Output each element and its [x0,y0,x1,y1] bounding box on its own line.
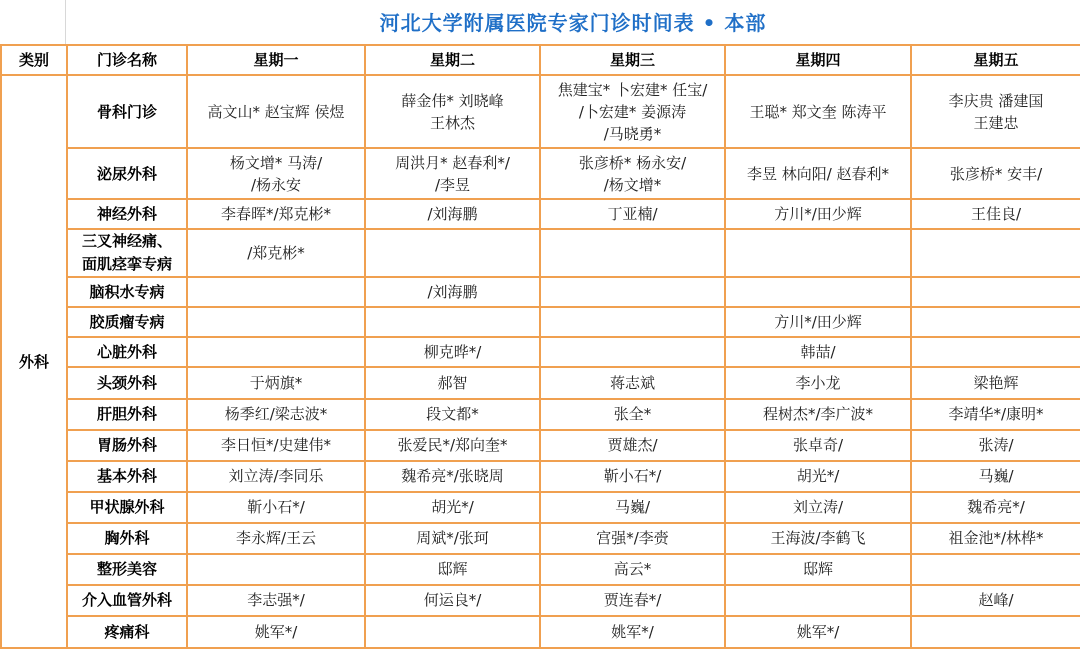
table-row [1,616,1080,648]
doctor-cell [911,616,1080,648]
doctor-cell [187,307,365,337]
doctor-cell [725,585,911,616]
doctor-cell: 马巍/ [911,461,1080,492]
doctor-cell: 段文都* [365,399,540,430]
doctor-cell: 宫强*/李赍 [540,523,725,554]
doctor-cell: 杨季红/梁志波* [187,399,365,430]
clinic-name-cell: 胃肠外科 [67,430,187,461]
doctor-cell: 郝智 [365,367,540,398]
doctor-cell: 焦建宝* 卜宏建* 任宝/ /卜宏建* 姜源涛 /马晓勇* [540,75,725,148]
schedule-table [0,44,1080,649]
doctor-cell [911,337,1080,367]
table-row [1,75,1080,148]
page-title: 河北大学附属医院专家门诊时间表 • 本部 [379,11,767,35]
clinic-name-cell: 整形美容 [67,554,187,585]
doctor-cell: 李永辉/王云 [187,523,365,554]
doctor-cell [911,307,1080,337]
table-row [1,554,1080,585]
clinic-name-cell: 神经外科 [67,199,187,229]
doctor-cell: 马巍/ [540,492,725,523]
doctor-cell [187,337,365,367]
doctor-cell: 韩喆/ [725,337,911,367]
doctor-cell: 张卓奇/ [725,430,911,461]
doctor-cell [725,277,911,307]
table-row [1,229,1080,277]
doctor-cell: 周斌*/张珂 [365,523,540,554]
doctor-cell: 姚军*/ [187,616,365,648]
table-row [1,461,1080,492]
doctor-cell: 方川*/田少辉 [725,307,911,337]
header-category: 类别 [1,45,67,75]
table-row [1,148,1080,199]
doctor-cell: /郑克彬* [187,229,365,277]
clinic-name-cell: 泌尿外科 [67,148,187,199]
table-row [1,367,1080,398]
doctor-cell: 李春晖*/郑克彬* [187,199,365,229]
clinic-name-cell: 肝胆外科 [67,399,187,430]
doctor-cell [187,277,365,307]
table-row [1,492,1080,523]
doctor-cell: 张全* [540,399,725,430]
table-row [1,307,1080,337]
header-thursday: 星期四 [725,45,911,75]
doctor-cell: 于炳旗* [187,367,365,398]
doctor-cell: 靳小石*/ [187,492,365,523]
doctor-cell: 王海波/李鹤飞 [725,523,911,554]
clinic-name-cell: 介入血管外科 [67,585,187,616]
header-friday: 星期五 [911,45,1080,75]
clinic-name-cell: 心脏外科 [67,337,187,367]
doctor-cell: 邸辉 [725,554,911,585]
doctor-cell [187,554,365,585]
doctor-cell: 魏希亮*/张晓周 [365,461,540,492]
doctor-cell [365,229,540,277]
clinic-name-cell: 疼痛科 [67,616,187,648]
doctor-cell: 李靖华*/康明* [911,399,1080,430]
doctor-cell: 李小龙 [725,367,911,398]
clinic-name-cell: 头颈外科 [67,367,187,398]
doctor-cell: 李庆贵 潘建国 王建忠 [911,75,1080,148]
doctor-cell: 胡光*/ [725,461,911,492]
header-row [1,45,1080,75]
doctor-cell: 丁亚楠/ [540,199,725,229]
clinic-name-cell: 甲状腺外科 [67,492,187,523]
table-row [1,585,1080,616]
doctor-cell: 李日恒*/史建伟* [187,430,365,461]
doctor-cell: 周洪月* 赵春利*/ /李昱 [365,148,540,199]
table-row [1,337,1080,367]
clinic-name-cell: 骨科门诊 [67,75,187,148]
doctor-cell [911,229,1080,277]
table-row [1,399,1080,430]
doctor-cell [365,616,540,648]
header-monday: 星期一 [187,45,365,75]
doctor-cell: 张爱民*/郑向奎* [365,430,540,461]
doctor-cell [540,337,725,367]
clinic-name-cell: 胶质瘤专病 [67,307,187,337]
doctor-cell: 李志强*/ [187,585,365,616]
doctor-cell: 姚军*/ [540,616,725,648]
doctor-cell: 高文山* 赵宝辉 侯煜 [187,75,365,148]
title-blank-cell [0,0,66,44]
header-wednesday: 星期三 [540,45,725,75]
doctor-cell: 刘立涛/李同乐 [187,461,365,492]
doctor-cell [365,307,540,337]
title-row [0,0,1080,44]
doctor-cell: 李昱 林向阳/ 赵春利* [725,148,911,199]
doctor-cell: 胡光*/ [365,492,540,523]
doctor-cell: 贾连春*/ [540,585,725,616]
doctor-cell: /刘海鹏 [365,277,540,307]
doctor-cell: 赵峰/ [911,585,1080,616]
header-tuesday: 星期二 [365,45,540,75]
clinic-name-cell: 三叉神经痛、 面肌痉挛专病 [67,229,187,277]
doctor-cell: 程树杰*/李广波* [725,399,911,430]
doctor-cell [540,277,725,307]
doctor-cell: 魏希亮*/ [911,492,1080,523]
table-row [1,430,1080,461]
doctor-cell: 张涛/ [911,430,1080,461]
doctor-cell: /刘海鹏 [365,199,540,229]
clinic-name-cell: 基本外科 [67,461,187,492]
doctor-cell: 薛金伟* 刘晓峰 王林杰 [365,75,540,148]
table-row [1,523,1080,554]
doctor-cell: 贾雄杰/ [540,430,725,461]
doctor-cell: 祖金池*/林桦* [911,523,1080,554]
doctor-cell [911,554,1080,585]
doctor-cell: 高云* [540,554,725,585]
doctor-cell: 张彦桥* 安丰/ [911,148,1080,199]
doctor-cell: 方川*/田少辉 [725,199,911,229]
doctor-cell: 邸辉 [365,554,540,585]
doctor-cell [911,277,1080,307]
table-row [1,277,1080,307]
doctor-cell: 姚军*/ [725,616,911,648]
schedule-body [1,75,1080,648]
doctor-cell [725,229,911,277]
doctor-cell: 王佳良/ [911,199,1080,229]
table-row [1,199,1080,229]
doctor-cell [540,229,725,277]
doctor-cell: 张彦桥* 杨永安/ /杨文增* [540,148,725,199]
doctor-cell: 梁艳辉 [911,367,1080,398]
clinic-name-cell: 脑积水专病 [67,277,187,307]
category-cell: 外科 [1,75,67,648]
clinic-name-cell: 胸外科 [67,523,187,554]
header-clinic: 门诊名称 [67,45,187,75]
doctor-cell: 何运良*/ [365,585,540,616]
doctor-cell: 蒋志斌 [540,367,725,398]
doctor-cell: 刘立涛/ [725,492,911,523]
doctor-cell: 王聪* 郑文奎 陈涛平 [725,75,911,148]
doctor-cell: 杨文增* 马涛/ /杨永安 [187,148,365,199]
doctor-cell: 柳克晔*/ [365,337,540,367]
doctor-cell [540,307,725,337]
doctor-cell: 靳小石*/ [540,461,725,492]
